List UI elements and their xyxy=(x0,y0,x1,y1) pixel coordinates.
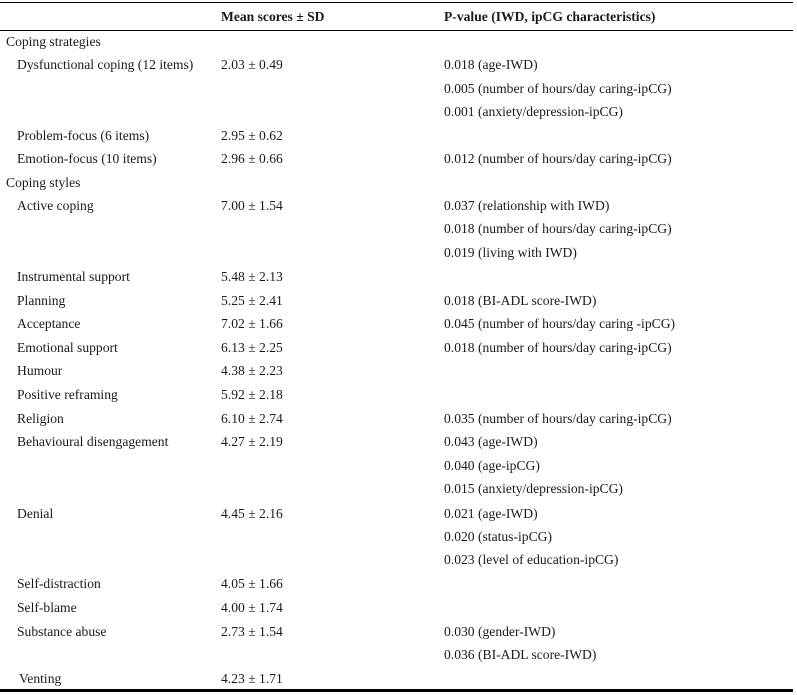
mean-score: 6.10 ± 2.74 xyxy=(221,411,283,426)
mean-score: 2.73 ± 1.54 xyxy=(221,624,283,639)
mean-score: 6.13 ± 2.25 xyxy=(221,340,283,355)
top-rule xyxy=(0,2,793,3)
p-value: 0.018 (number of hours/day caring-ipCG) xyxy=(444,221,672,236)
p-value: 0.035 (number of hours/day caring-ipCG) xyxy=(444,411,672,426)
mean-score: 4.00 ± 1.74 xyxy=(221,600,283,615)
p-value: 0.021 (age-IWD) xyxy=(444,506,538,521)
row-label: Self-blame xyxy=(17,600,77,615)
mean-score: 7.02 ± 1.66 xyxy=(221,316,283,331)
p-value: 0.023 (level of education-ipCG) xyxy=(444,552,619,567)
row-label: Emotional support xyxy=(17,340,118,355)
p-value: 0.030 (gender-IWD) xyxy=(444,624,556,639)
p-value: 0.018 (number of hours/day caring-ipCG) xyxy=(444,340,672,355)
row-label: Planning xyxy=(17,293,66,308)
row-label: Problem-focus (6 items) xyxy=(17,128,150,143)
p-value: 0.018 (age-IWD) xyxy=(444,57,538,72)
p-value: 0.043 (age-IWD) xyxy=(444,434,538,449)
row-label: Substance abuse xyxy=(17,624,107,639)
p-value: 0.040 (age-ipCG) xyxy=(444,458,540,473)
row-label: Religion xyxy=(17,411,64,426)
mean-score: 5.48 ± 2.13 xyxy=(221,269,283,284)
mean-score: 4.45 ± 2.16 xyxy=(221,506,283,521)
section-title: Coping styles xyxy=(6,175,81,190)
header-rule xyxy=(0,30,793,31)
mean-score: 2.96 ± 0.66 xyxy=(221,151,283,166)
row-label: Denial xyxy=(17,506,54,521)
row-label: Self-distraction xyxy=(17,576,101,591)
row-label: Positive reframing xyxy=(17,387,118,402)
p-value: 0.020 (status-ipCG) xyxy=(444,529,552,544)
p-value: 0.001 (anxiety/depression-ipCG) xyxy=(444,104,623,119)
mean-score: 2.95 ± 0.62 xyxy=(221,128,283,143)
mean-score: 2.03 ± 0.49 xyxy=(221,57,283,72)
row-label: Instrumental support xyxy=(17,269,130,284)
p-value: 0.019 (living with IWD) xyxy=(444,245,577,260)
mean-score: 4.23 ± 1.71 xyxy=(221,671,283,686)
row-label: Venting xyxy=(19,671,62,686)
row-label: Humour xyxy=(17,363,63,378)
p-value: 0.037 (relationship with IWD) xyxy=(444,198,610,213)
p-value: 0.015 (anxiety/depression-ipCG) xyxy=(444,481,623,496)
section-title: Coping strategies xyxy=(6,34,101,49)
mean-score: 4.27 ± 2.19 xyxy=(221,434,283,449)
mean-score: 7.00 ± 1.54 xyxy=(221,198,283,213)
p-value: 0.012 (number of hours/day caring-ipCG) xyxy=(444,151,672,166)
mean-score: 5.92 ± 2.18 xyxy=(221,387,283,402)
p-value: 0.045 (number of hours/day caring -ipCG) xyxy=(444,316,676,331)
row-label: Dysfunctional coping (12 items) xyxy=(17,57,194,72)
row-label: Behavioural disengagement xyxy=(17,434,169,449)
header-mean: Mean scores ± SD xyxy=(221,9,325,24)
mean-score: 4.05 ± 1.66 xyxy=(221,576,283,591)
bottom-rule xyxy=(0,689,793,692)
mean-score: 5.25 ± 2.41 xyxy=(221,293,283,308)
row-label: Active coping xyxy=(17,198,94,213)
header-pvalue: P-value (IWD, ipCG characteristics) xyxy=(444,9,656,24)
p-value: 0.018 (BI-ADL score-IWD) xyxy=(444,293,597,308)
mean-score: 4.38 ± 2.23 xyxy=(221,363,283,378)
p-value: 0.036 (BI-ADL score-IWD) xyxy=(444,647,597,662)
p-value: 0.005 (number of hours/day caring-ipCG) xyxy=(444,81,672,96)
row-label: Acceptance xyxy=(17,316,81,331)
row-label: Emotion-focus (10 items) xyxy=(17,151,157,166)
